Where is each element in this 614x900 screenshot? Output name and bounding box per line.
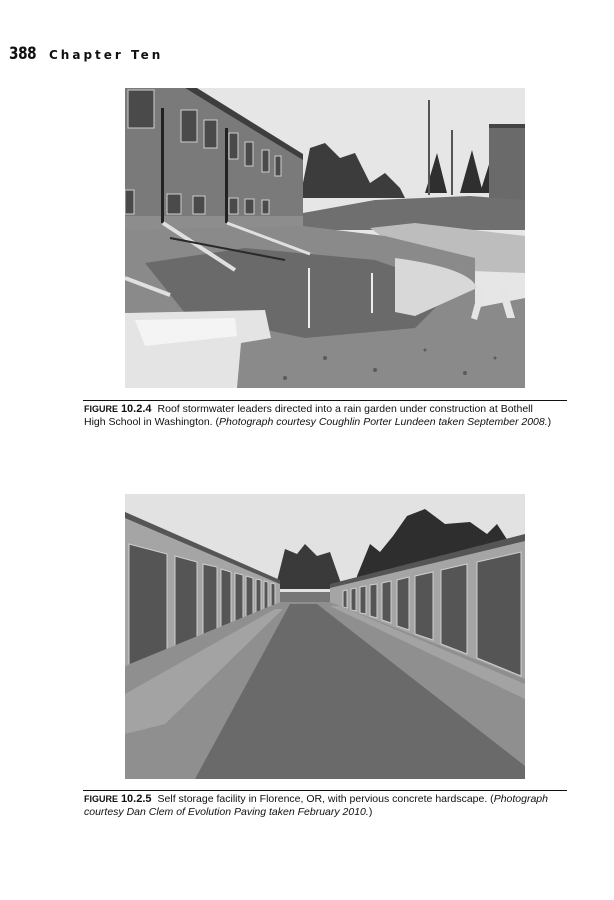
caption-text: Roof stormwater leaders directed into a rain garden under construction at Bothell High School in Washington. ( [84,403,533,428]
caption-text: Self storage facility in Florence, OR, with pervious concrete hardscape. ( [157,793,494,805]
figure-10-2-4-photo [125,88,525,388]
caption-close: ) [547,416,552,428]
running-header [9,44,163,64]
caption-rule [83,790,567,791]
figure-number: 10.2.5 [120,793,152,805]
caption-close: ) [368,806,373,818]
photo-credit: Photograph courtesy Coughlin Porter Lundeen taken September 2008. [219,416,548,428]
figure-label: FIGURE [84,794,119,804]
caption-rule [83,400,567,401]
figure-caption [84,793,554,819]
figure-caption [84,403,554,429]
figure-label: FIGURE [84,404,119,414]
figure-10-2-5-photo [125,494,525,779]
photo-credit: Photograph courtesy Dan Clem of Evolution Paving taken February 2010. [84,793,548,818]
page-number: 388 [9,44,37,64]
chapter-title: Chapter Ten [49,48,164,62]
figure-number: 10.2.4 [120,403,152,415]
